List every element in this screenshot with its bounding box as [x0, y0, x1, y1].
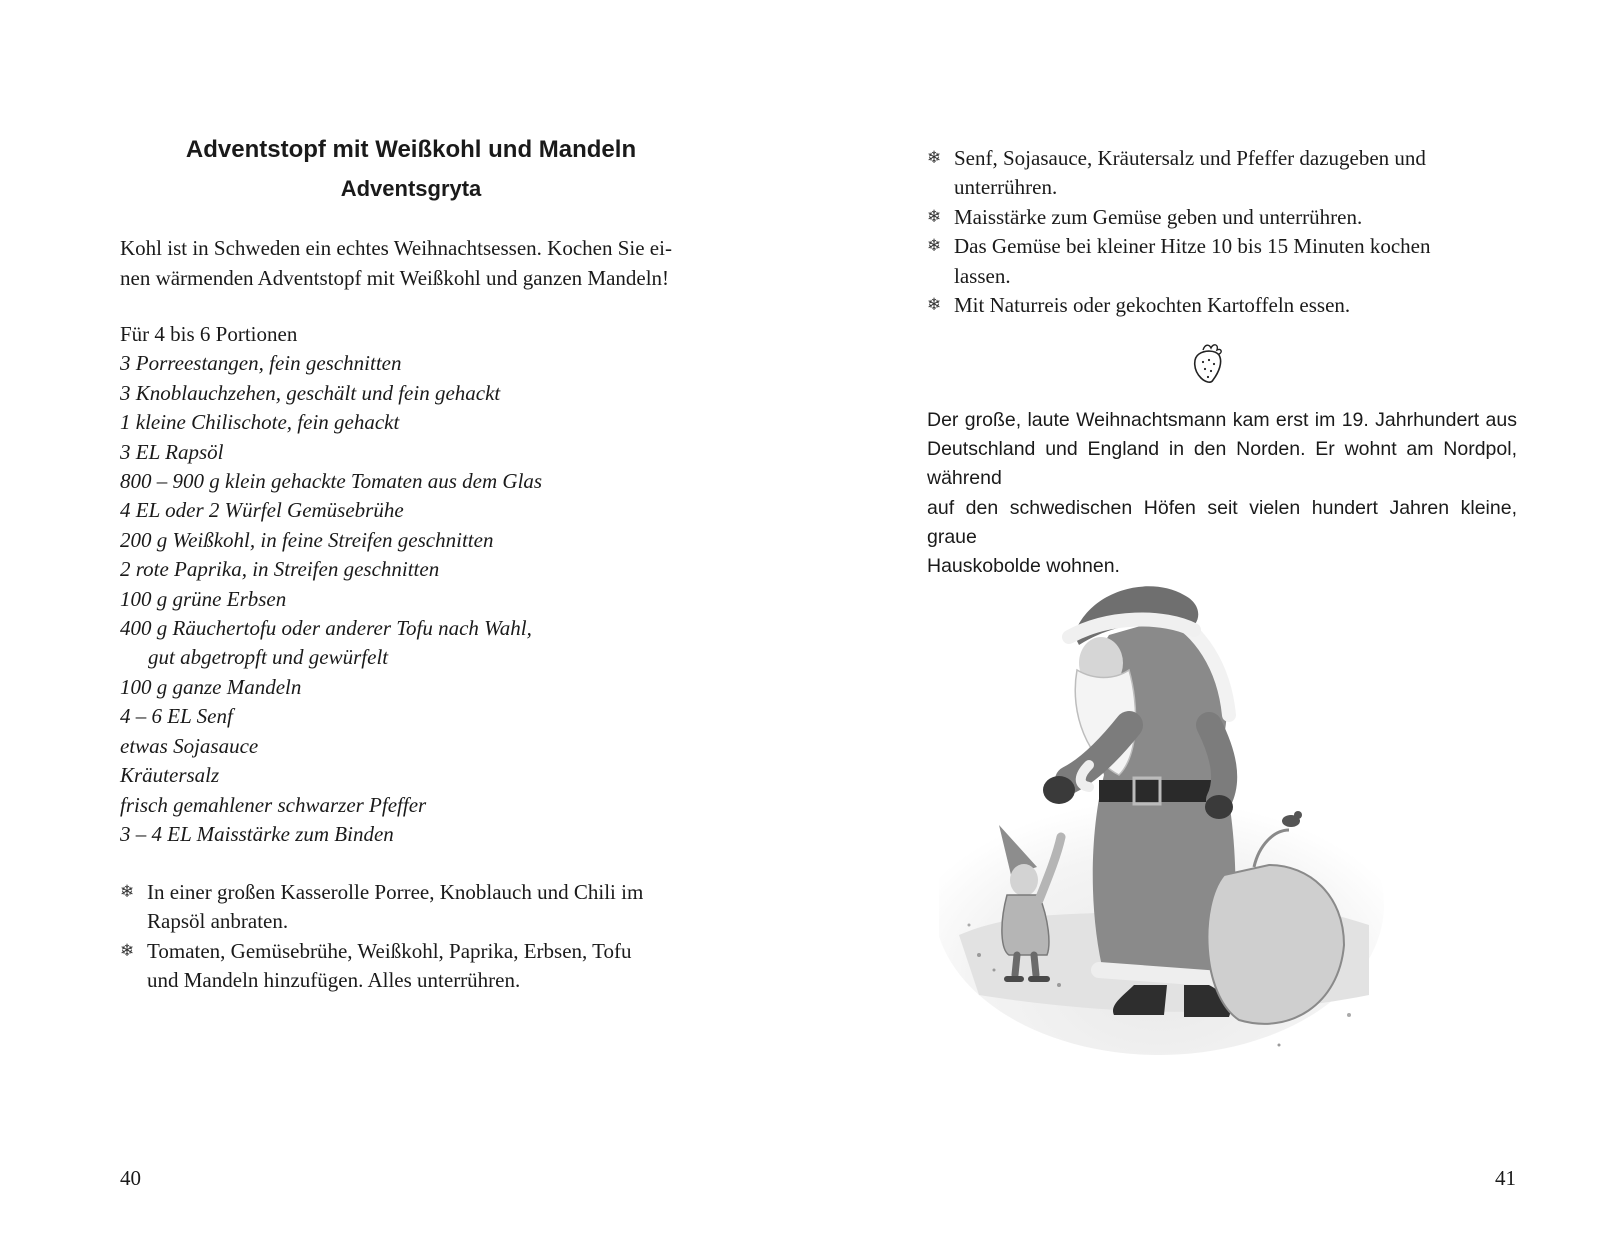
note-line: auf den schwedischen Höfen seit vielen hundert Jahren kleine, graue — [927, 496, 1517, 548]
ingredient-item: 800 – 900 g klein gehackte Tomaten aus dem Glas — [120, 469, 543, 494]
note-line: Hauskobolde wohnen. — [927, 555, 1120, 578]
ingredient-item: 3 – 4 EL Maisstärke zum Binden — [120, 821, 394, 846]
ingredient-item: 2 rote Paprika, in Streifen geschnitten — [120, 557, 440, 582]
ingredient-item: 4 EL oder 2 Würfel Gemüsebrühe — [120, 498, 404, 523]
instruction-step: ❄ Mit Naturreis oder gekochten Kartoffeln essen. — [927, 291, 1517, 320]
instruction-step: ❄ Tomaten, Gemüsebrühe, Weißkohl, Paprika, Erbsen, Tofu und Mandeln hinzufügen. Alles unterrühren. — [120, 938, 632, 993]
ingredient-item: 100 g ganze Mandeln — [120, 674, 302, 699]
snowflake-icon: ❄ — [927, 295, 942, 316]
snowflake-icon: ❄ — [120, 882, 135, 902]
page-number: 40 — [120, 1166, 141, 1190]
santa-and-elf-illustration — [939, 575, 1389, 1075]
ingredient-item: Kräutersalz — [120, 763, 220, 788]
instruction-list — [120, 878, 700, 996]
ingredient-list — [120, 320, 720, 849]
instruction-list-continued — [927, 144, 1517, 320]
snowflake-icon: ❄ — [120, 940, 135, 961]
intro-line: Kohl ist in Schweden ein echtes Weihnachtsessen. Kochen Sie ei- — [120, 236, 672, 260]
snowflake-icon: ❄ — [927, 148, 942, 168]
ingredient-item: 200 g Weißkohl, in feine Streifen geschnitten — [120, 527, 494, 552]
ingredient-item-continued: gut abgetropft und gewürfelt — [148, 645, 389, 670]
ingredient-item: 400 g Räuchertofu oder anderer Tofu nach Wahl, — [120, 616, 532, 641]
strawberry-ornament-icon — [1189, 340, 1229, 386]
right-page — [809, 0, 1618, 1240]
note-line: Der große, laute Weihnachtsmann kam erst im 19. Jahrhundert aus — [927, 409, 1517, 431]
instruction-step: ❄ Maisstärke zum Gemüse geben und unterrühren. — [927, 203, 1517, 232]
portion-count: Für 4 bis 6 Portionen — [120, 322, 298, 346]
recipe-intro — [120, 234, 702, 293]
snowflake-icon: ❄ — [927, 206, 942, 227]
page-number: 41 — [1495, 1166, 1516, 1190]
recipe-title: Adventstopf mit Weißkohl und Mandeln — [185, 136, 637, 163]
ingredient-item: frisch gemahlener schwarzer Pfeffer — [120, 792, 427, 817]
recipe-subtitle: Adventsgryta — [340, 176, 482, 201]
ingredient-item: 3 Knoblauchzehen, geschält und fein gehackt — [120, 380, 501, 405]
snowflake-icon: ❄ — [927, 236, 942, 257]
instruction-step: ❄ Das Gemüse bei kleiner Hitze 10 bis 15 Minuten kochen lassen. — [927, 234, 1431, 288]
ingredient-item: 4 – 6 EL Senf — [120, 704, 233, 729]
instruction-step: ❄ In einer großen Kasserolle Porree, Knoblauch und Chili im Rapsöl anbraten. — [120, 880, 644, 934]
instruction-step: ❄ Senf, Sojasauce, Kräutersalz und Pfeffer dazugeben und unterrühren. — [927, 146, 1426, 200]
ingredient-item: 100 g grüne Erbsen — [120, 586, 287, 611]
note-line: Deutschland und England in den Norden. Er wohnt am Nordpol, während — [927, 438, 1517, 490]
ingredient-item: 3 Porreestangen, fein geschnitten — [120, 351, 402, 376]
santa-history-note — [927, 406, 1517, 581]
ingredient-item: etwas Sojasauce — [120, 733, 259, 758]
intro-line: nen wärmenden Adventstopf mit Weißkohl und ganzen Mandeln! — [120, 265, 670, 290]
ingredient-item: 3 EL Rapsöl — [120, 439, 224, 464]
ingredient-item: 1 kleine Chilischote, fein gehackt — [120, 410, 400, 435]
